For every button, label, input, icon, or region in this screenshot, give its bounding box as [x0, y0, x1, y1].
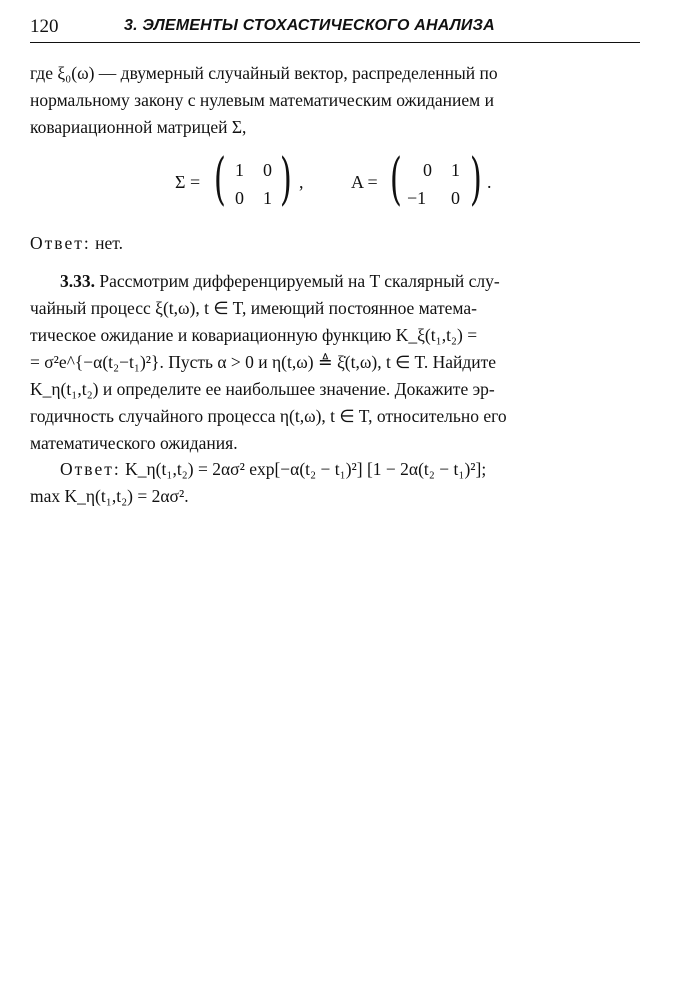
text-line: нормальному закону с нулевым математическим ожиданием и [30, 90, 494, 110]
matrix-cell: 1 [235, 160, 244, 180]
matrix-cell: 1 [451, 160, 460, 180]
matrix-cell: 0 [451, 188, 460, 208]
a-matrix [389, 147, 489, 214]
answer-text: нет. [95, 233, 123, 253]
right-paren: ) [279, 147, 292, 212]
answer-2 [30, 456, 642, 510]
matrix-equations [175, 147, 505, 214]
answer-label: Ответ: [60, 459, 121, 479]
text-line: Рассмотрим дифференцируемый на T скалярный слу- [99, 271, 500, 291]
page-number: 120 [30, 16, 59, 37]
comma: , [299, 172, 304, 192]
matrix-cell: 1 [263, 188, 272, 208]
text-line: где ξ₀(ω) — двумерный случайный вектор, распределенный по [30, 63, 498, 83]
matrix-cell: 0 [263, 160, 272, 180]
text-line: ковариационной матрицей Σ, [30, 117, 247, 137]
answer-formula: max K_η(t₁,t₂) = 2ασ². [30, 486, 189, 506]
page-header [30, 14, 640, 43]
matrix-cell: −1 [407, 188, 427, 208]
running-title: 3. ЭЛЕМЕНТЫ СТОХАСТИЧЕСКОГО АНАЛИЗА [124, 17, 495, 34]
matrix-cell: 0 [423, 160, 432, 180]
text-line: тическое ожидание и ковариационную функцию K_ξ(t₁,t₂) = [30, 325, 478, 345]
a-label: A = [351, 172, 378, 192]
text-line: математического ожидания. [30, 433, 238, 453]
matrix-cell: 0 [235, 188, 244, 208]
text-line: K_η(t₁,t₂) и определите ее наибольшее значение. Докажите эр- [30, 379, 495, 399]
problem-number: 3.33. [60, 271, 95, 291]
text-line: чайный процесс ξ(t,ω), t ∈ T, имеющий постоянное матема- [30, 298, 477, 318]
text-line: годичность случайного процесса η(t,ω), t ∈ T, относительно его [30, 406, 507, 426]
problem-3-33 [30, 268, 642, 457]
period: . [487, 172, 492, 192]
right-paren: ) [469, 147, 482, 212]
answer-formula: K_η(t₁,t₂) = 2ασ² exp[−α(t₂ − t₁)²] [1 − 2α(t₂ − t₁)²]; [125, 459, 487, 479]
text-line: = σ²e^{−α(t₂−t₁)²}. Пусть α > 0 и η(t,ω) ≜ ξ̇(t,ω), t ∈ T. Найдите [30, 352, 497, 372]
answer-label: Ответ: [30, 233, 91, 253]
left-paren: ( [213, 147, 226, 212]
left-paren: ( [389, 147, 402, 212]
sigma-matrix [213, 147, 293, 214]
answer-1 [30, 230, 642, 257]
sigma-label: Σ = [175, 172, 201, 192]
paragraph-intro [30, 60, 642, 141]
